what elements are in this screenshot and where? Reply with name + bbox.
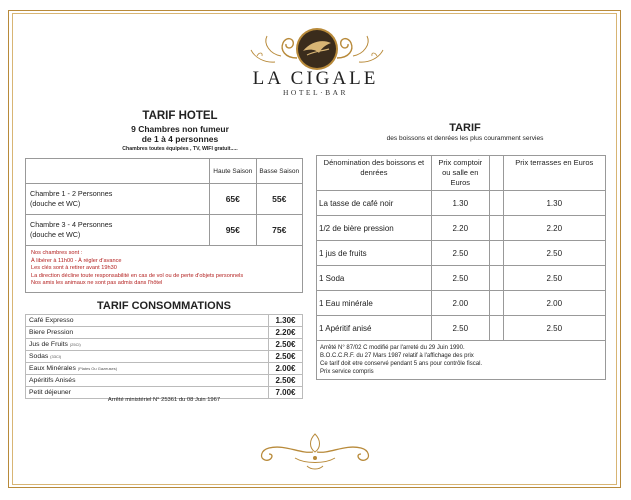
table-row: [26, 351, 303, 363]
footer-line: Prix service compris: [320, 369, 374, 375]
tarif-table: [316, 155, 606, 380]
room-name: Chambre 3 - 4 Personnes: [30, 220, 113, 229]
table-row: [317, 191, 606, 216]
table-row: [317, 291, 606, 316]
tarif-subtitle: des boissons et denrées les plus couramment servies: [386, 135, 544, 142]
tarif-spacer: [489, 291, 503, 316]
tarif-spacer: [489, 266, 503, 291]
note-line: La direction décline toute responsabilité en cas de vol ou de perte d'objets personnels: [31, 272, 244, 279]
conso-price: 7.00€: [269, 387, 303, 399]
tarif-comptoir: 2.50: [431, 316, 489, 341]
tarif-header-comptoir: Prix comptoir ou salle en Euros: [431, 156, 489, 191]
table-row: [317, 216, 606, 241]
conso-price: 2.20€: [269, 327, 303, 339]
table-row: [317, 266, 606, 291]
note-line: Nos amis les animaux ne sont pas admis dans l'hôtel: [31, 280, 163, 286]
table-row: [26, 327, 303, 339]
room-price-high: 65€: [210, 184, 256, 215]
room-price-high: 95€: [210, 215, 256, 246]
footer-line: Ce tarif doit etre conservé pendant 5 ans pour contrôle fiscal.: [320, 361, 483, 367]
tarif-terrasse: 2.50: [503, 241, 605, 266]
tarif-comptoir: 2.50: [431, 241, 489, 266]
tarif-header-spacer: [489, 156, 503, 191]
table-row: [26, 375, 303, 387]
tarif-label: 1 Eau minérale: [317, 291, 432, 316]
hotel-rates-table: [25, 158, 303, 293]
footer-line: B.O.C.C.R.F. du 27 Mars 1987 relatif à l'affichage des prix: [320, 353, 474, 359]
hotel-equipment: Chambres toutes équipées , TV, WIFI gratuit.....: [122, 146, 238, 152]
conso-item: Eaux Minérales (Plates Ou Gazeuses): [26, 363, 269, 375]
consommations-title: TARIF CONSOMMATIONS: [96, 300, 232, 312]
logo-name: LA CIGALE: [252, 68, 379, 89]
tarif-terrasse: 2.20: [503, 216, 605, 241]
room-name: Chambre 1 - 2 Personnes: [30, 189, 113, 198]
conso-price: 2.50€: [269, 351, 303, 363]
note-line: Les clés sont à retirer avant 19h30: [31, 265, 117, 271]
conso-item: Jus de Fruits (25Cl): [26, 339, 269, 351]
tarif-terrasse: 1.30: [503, 191, 605, 216]
tarif-comptoir: 2.00: [431, 291, 489, 316]
room-price-low: 75€: [256, 215, 302, 246]
hotel-header-low: Basse Saison: [256, 159, 302, 184]
note-line: À libérer à 11h00 - À régler d'avance: [31, 257, 122, 264]
conso-item: Biere Pression: [26, 327, 269, 339]
table-row: [317, 241, 606, 266]
room-detail: (douche et WC): [30, 199, 81, 208]
tarif-label: 1 jus de fruits: [317, 241, 432, 266]
consommations-table: [25, 314, 303, 399]
hotel-title: TARIF HOTEL: [142, 110, 218, 122]
conso-price: 2.50€: [269, 375, 303, 387]
hotel-rooms-count: 9 Chambres non fumeur: [131, 124, 229, 134]
hotel-header-room: [26, 159, 210, 184]
tarif-label: La tasse de café noir: [317, 191, 432, 216]
table-row: [26, 363, 303, 375]
tarif-terrasse: 2.00: [503, 291, 605, 316]
tarif-comptoir: 2.20: [431, 216, 489, 241]
conso-price: 1.30€: [269, 315, 303, 327]
tarif-terrasse: 2.50: [503, 266, 605, 291]
tarif-spacer: [489, 241, 503, 266]
room-detail: (douche et WC): [30, 230, 81, 239]
conso-item: Café Expresso: [26, 315, 269, 327]
tarif-label: 1/2 de bière pression: [317, 216, 432, 241]
tarif-spacer: [489, 191, 503, 216]
table-row: [26, 315, 303, 327]
tarif-header-terrasse: Prix terrasses en Euros: [503, 156, 605, 191]
tarif-title: TARIF: [449, 122, 481, 134]
tarif-comptoir: 2.50: [431, 266, 489, 291]
room-cell: [26, 215, 210, 246]
logo-subtitle: HOTEL·BAR: [283, 88, 348, 97]
table-row: [26, 339, 303, 351]
tarif-footer: [317, 341, 606, 380]
table-row: [26, 215, 303, 246]
tarif-label: 1 Soda: [317, 266, 432, 291]
conso-item: Sodas (33Cl): [26, 351, 269, 363]
conso-item: Apéritifs Anisés: [26, 375, 269, 387]
tarif-spacer: [489, 216, 503, 241]
tarif-comptoir: 1.30: [431, 191, 489, 216]
table-row: [26, 184, 303, 215]
conso-price: 2.50€: [269, 339, 303, 351]
hotel-notes: [26, 246, 303, 293]
tarif-spacer: [489, 316, 503, 341]
room-cell: [26, 184, 210, 215]
note-line: Nos chambres sont :: [31, 250, 83, 256]
tarif-label: 1 Apéritif anisé: [317, 316, 432, 341]
hotel-header-high: Haute Saison: [210, 159, 256, 184]
tarif-header-denomination: Dénomination des boissons et denrées: [317, 156, 432, 191]
cicada-emblem-icon: [295, 27, 339, 71]
tarif-terrasse: 2.50: [503, 316, 605, 341]
bottom-flourish-icon: [255, 428, 375, 472]
conso-price: 2.00€: [269, 363, 303, 375]
hotel-capacity: de 1 à 4 personnes: [141, 134, 219, 144]
conso-item: Petit déjeuner: [26, 387, 269, 399]
top-flourish-right-icon: [334, 28, 389, 68]
top-flourish-left-icon: [245, 28, 300, 68]
footer-line: Arrêté N° 87/02 C modifié par l'arreté du 29 Juin 1990.: [320, 345, 465, 351]
ministerial-decree: Arrêté ministériel N° 25361 du 08 Juin 1967: [107, 397, 221, 403]
table-row: [317, 316, 606, 341]
room-price-low: 55€: [256, 184, 302, 215]
